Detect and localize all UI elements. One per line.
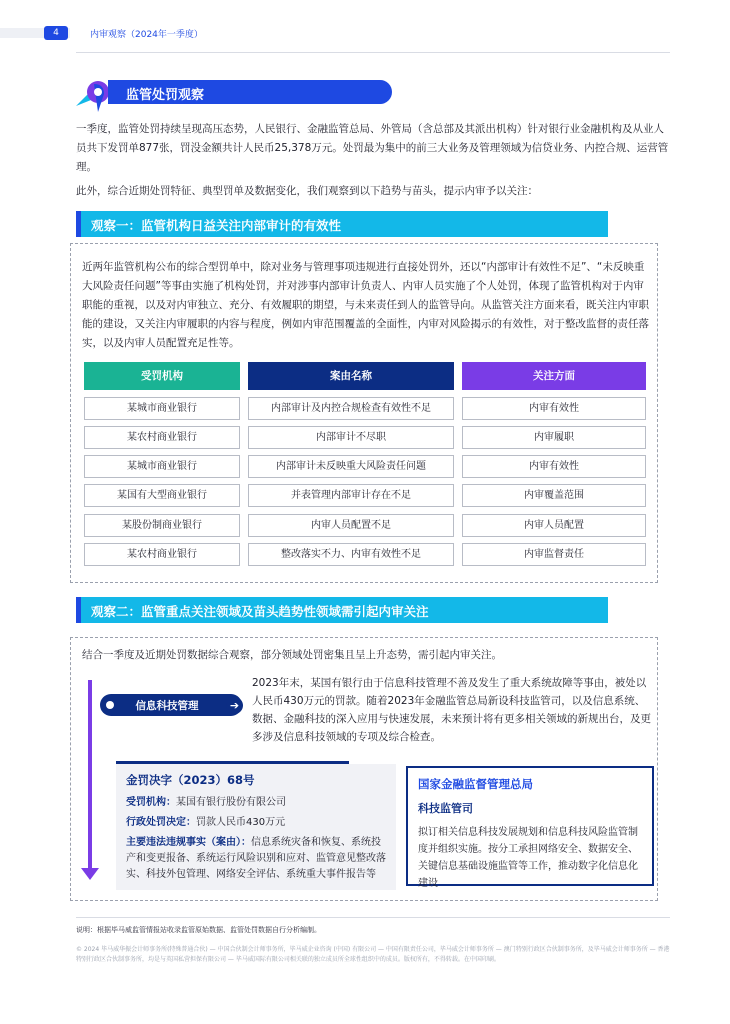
table-cell: 某城市商业银行: [84, 397, 240, 420]
observation-1-bar: [76, 211, 608, 237]
table-cell: 内部审计不尽职: [248, 426, 454, 449]
table-cell: 某农村商业银行: [84, 543, 240, 566]
table-cell: 并表管理内部审计存在不足: [248, 484, 454, 507]
timeline-line: [88, 680, 92, 870]
tech-management-label: [100, 694, 242, 716]
table-cell: 内审有效性: [462, 397, 646, 420]
observation-2-title: 观察二：监管重点关注领域及苗头趋势性领域需引起内审关注: [91, 604, 429, 619]
case-facts: [126, 835, 388, 883]
table-cell: 内审履职: [462, 426, 646, 449]
observation-2-bar: [76, 597, 608, 623]
regulator-description: 拟订相关信息科技发展规划和信息科技风险监管制度并组织实施。按分工承担网络安全、数据安全、关键信息基础设施监管等工作，推动数字化信息化建设: [418, 827, 638, 889]
source-note: 说明：根据毕马威监管情报站收录监管原始数据、监管处罚数据自行分析编制。: [76, 926, 321, 934]
table-cell: 内部审计及内控合规检查有效性不足: [248, 397, 454, 420]
regulator-dept: 科技监管司: [418, 802, 473, 815]
copyright-footer: © 2024 毕马威华振会计师事务所(特殊普通合伙) — 中国合伙制会计师事务所，毕马威企业咨询 (中国) 有限公司 — 中国有限责任公司，毕马威会计师事务所 — 澳门特别行政区合伙制事务所，及毕马威会计师事务所 — 香港特别行政区合伙制事务所，均是与英国私营担保有限公司 — 毕马威国际有限公司相关联的独立成员所全球性组织中的成员。版权所有，不得转载。在中国印刷。: [76, 946, 670, 963]
tech-management-text: 信息科技管理: [135, 700, 199, 712]
arrow-right-icon: ➔: [226, 697, 243, 714]
observation-1-text: 近两年监管机构公布的综合型罚单中，除对业务与管理事项违规进行直接处罚外，还以“内部审计有效性不足”、“未反映重大风险责任问题”等事由实施了机构处罚，并对涉事内部审计负责人、内审人员实施了个人处罚，体现了监管机构对于内审职能的重视，以及对内审独立、充分、有效履职的期望，与未来责任到人的监管导向。从监管关注方面来看，既关注内审职能的建设，又关注内审履职的内容与程度，例如内审范围覆盖的全面性，内审对风险揭示的有效性，对于整改监督的责任落实，以及内审人员配置充足性等。: [82, 261, 649, 349]
header-divider: [76, 52, 670, 53]
case-org-value: 某国有银行股份有限公司: [176, 797, 286, 808]
table-cell: 整改落实不力、内审有效性不足: [248, 543, 454, 566]
table-cell: 内部审计未反映重大风险责任问题: [248, 455, 454, 478]
table-header-institution: 受罚机构: [84, 362, 240, 390]
table-cell: 内审人员配置: [462, 514, 646, 537]
regulator-name: 国家金融监督管理总局: [418, 777, 533, 791]
case-decision-label: 行政处罚决定：: [126, 817, 196, 828]
intro-paragraph: 一季度，监管处罚持续呈现高压态势，人民银行、金融监管总局、外管局（含总部及其派出机构）针对银行业金融机构及从业人员共下发罚单877张，罚没金额共计人民币25,378万元。处罚最为集中的前三大业务及管理领域为信贷业务、内控合规、运营管理。: [76, 123, 669, 173]
observation-1-title: 观察一：监管机构日益关注内部审计的有效性: [91, 218, 342, 233]
table-header-case: 案由名称: [248, 362, 454, 390]
case-decision: [126, 815, 388, 831]
case-decision-value: 罚款人民币430万元: [196, 817, 286, 828]
table-cell: 某农村商业银行: [84, 426, 240, 449]
table-cell: 某国有大型商业银行: [84, 484, 240, 507]
case-facts-value: 信息系统灾备和恢复、系统投产和变更报备、系统运行风险识别和应对、监管意见整改落实、科技外包管理、网络安全评估、系统重大事件报告等: [126, 837, 386, 880]
page-number: 4: [44, 26, 68, 40]
timeline-arrow-icon: [81, 868, 99, 880]
tech-management-description: 2023年末，某国有银行由于信息科技管理不善及发生了重大系统故障等事由，被处以人民币430万元的罚款。随着2023年金融监管总局新设科技监管司，以及信息系统、数据、金融科技的深入应用与快速发展，未来预计将有更多相关领域的新规出台，及更多涉及信息科技领域的专项及综合检查。: [252, 677, 651, 743]
regulator-box: [406, 766, 654, 889]
table-cell: 某城市商业银行: [84, 455, 240, 478]
table-cell: 内审人员配置不足: [248, 514, 454, 537]
observation-2-text: 结合一季度及近期处罚数据综合观察，部分领域处罚密集且呈上升态势，需引起内审关注。: [82, 649, 502, 661]
case-org: [126, 795, 388, 811]
table-cell: 内审有效性: [462, 455, 646, 478]
header-title: 内审观察（2024年一季度）: [90, 30, 203, 40]
table-cell: 内审监督责任: [462, 543, 646, 566]
case-facts-label: 主要违法违规事实（案由）：: [126, 837, 251, 848]
case-number: 金罚决字（2023）68号: [126, 773, 255, 787]
footnote-divider: [76, 917, 670, 918]
section-title: 监管处罚观察: [126, 88, 205, 103]
table-cell: 某股份制商业银行: [84, 514, 240, 537]
table-cell: 内审覆盖范围: [462, 484, 646, 507]
case-org-label: 受罚机构：: [126, 797, 176, 808]
table-header-focus: 关注方面: [462, 362, 646, 390]
intro-paragraph-2: 此外，综合近期处罚特征、典型罚单及数据变化，我们观察到以下趋势与苗头，提示内审予以关注：: [76, 185, 538, 197]
